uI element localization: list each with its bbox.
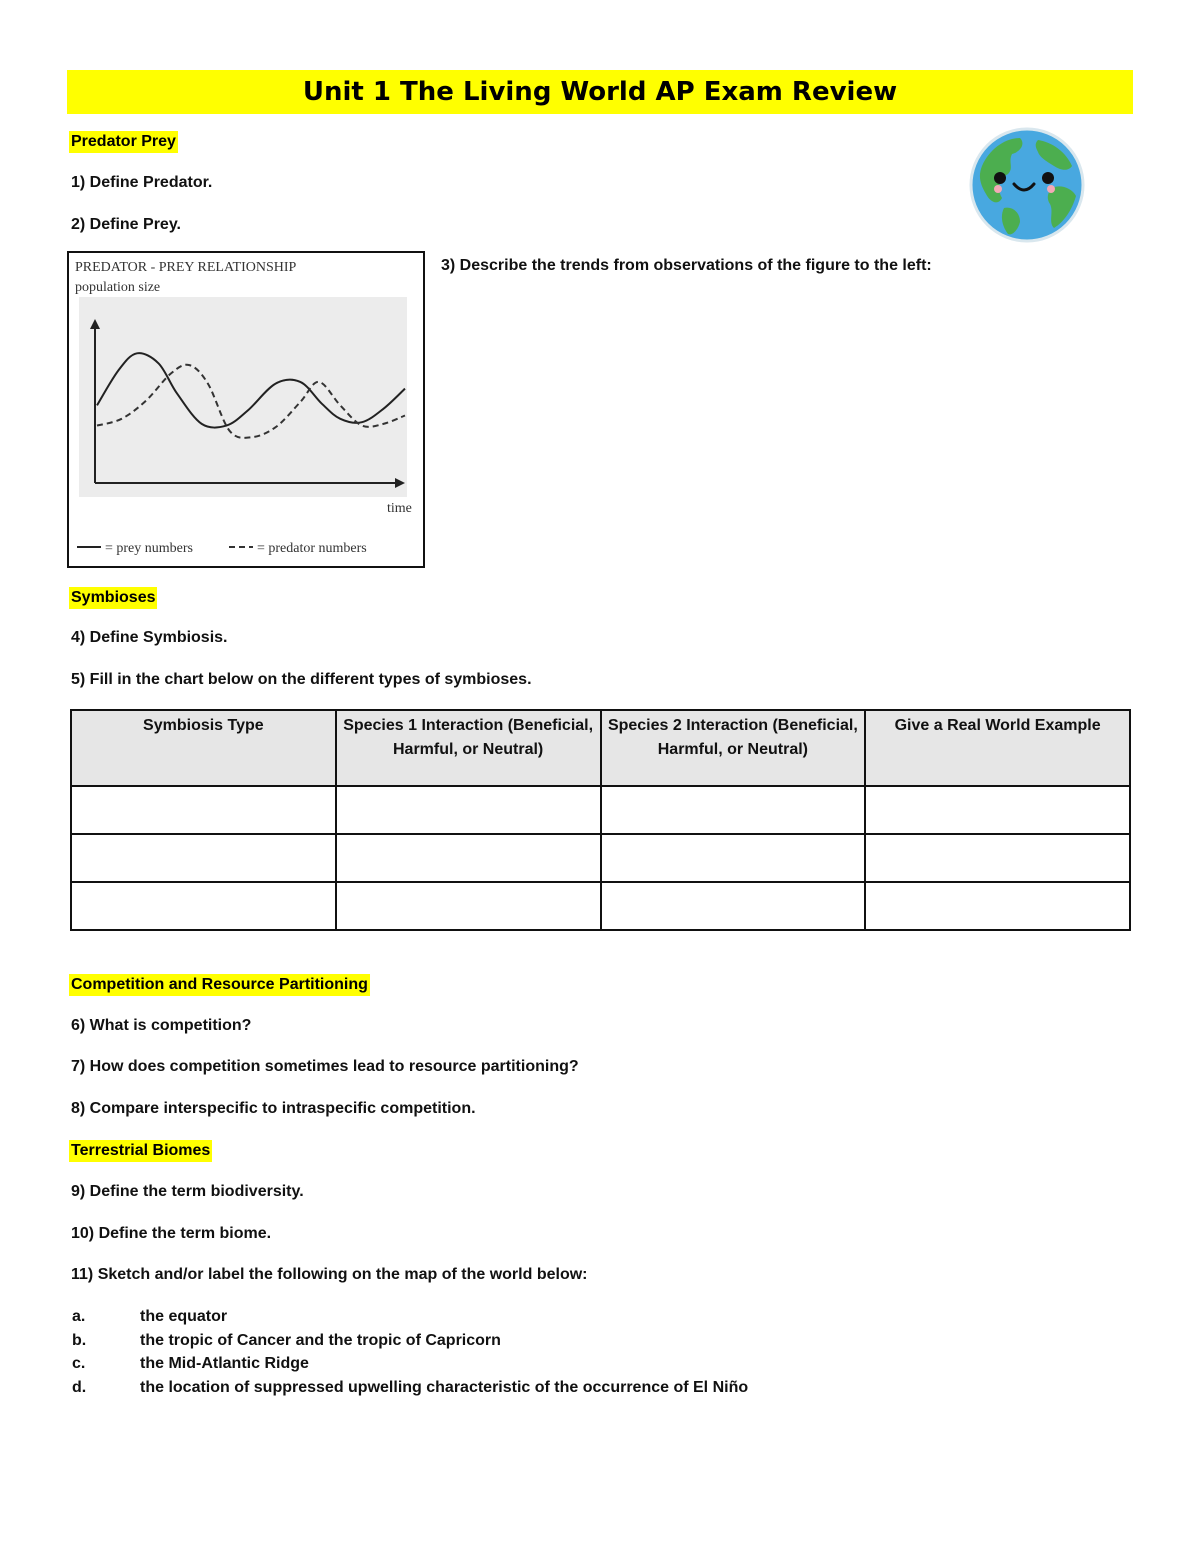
- symbiosis-table: [70, 709, 1131, 931]
- table-cell[interactable]: [601, 786, 866, 834]
- table-cell[interactable]: [71, 786, 336, 834]
- table-cell[interactable]: [336, 834, 601, 882]
- list-item-text: the equator: [140, 1308, 228, 1325]
- heading-symbioses: Symbioses: [69, 587, 157, 609]
- chart-title: PREDATOR - PREY RELATIONSHIP: [75, 260, 297, 275]
- list-item: [72, 1378, 748, 1402]
- table-cell[interactable]: [336, 882, 601, 930]
- question-2: 2) Define Prey.: [71, 216, 181, 233]
- smiling-earth-icon: [968, 126, 1086, 244]
- table-header-species-1: Species 1 Interaction (Beneficial, Harmful, or Neutral): [336, 710, 601, 786]
- chart-x-label: time: [387, 501, 412, 516]
- table-cell[interactable]: [601, 882, 866, 930]
- list-item-letter: d.: [72, 1378, 87, 1396]
- table-header-species-2: Species 2 Interaction (Beneficial, Harmful, or Neutral): [601, 710, 866, 786]
- table-cell[interactable]: [865, 834, 1130, 882]
- list-item-text: the location of suppressed upwelling characteristic of the occurrence of El Niño: [140, 1378, 749, 1396]
- table-cell[interactable]: [336, 786, 601, 834]
- question-9: 9) Define the term biodiversity.: [71, 1183, 304, 1200]
- legend-predator-label: = predator numbers: [257, 541, 367, 556]
- table-row: [71, 882, 1130, 930]
- predator-prey-figure: [67, 251, 425, 568]
- question-4: 4) Define Symbiosis.: [71, 629, 228, 646]
- question-7: 7) How does competition sometimes lead to resource partitioning?: [71, 1058, 579, 1075]
- legend-prey-label: = prey numbers: [105, 541, 193, 556]
- list-item-text: the Mid-Atlantic Ridge: [140, 1355, 309, 1372]
- list-item-letter: c.: [72, 1355, 86, 1372]
- list-item-letter: a.: [72, 1308, 86, 1325]
- list-item-text: the tropic of Cancer and the tropic of Capricorn: [140, 1331, 501, 1349]
- question-5: 5) Fill in the chart below on the different types of symbioses.: [71, 671, 532, 688]
- question-3: 3) Describe the trends from observations of the figure to the left:: [441, 257, 932, 274]
- question-6: 6) What is competition?: [71, 1017, 252, 1034]
- table-header-example: Give a Real World Example: [865, 710, 1130, 786]
- list-item: [72, 1331, 748, 1355]
- table-cell[interactable]: [71, 834, 336, 882]
- list-item: [72, 1307, 748, 1331]
- chart-plot-background: [79, 297, 407, 497]
- heading-competition: Competition and Resource Partitioning: [69, 974, 370, 996]
- table-cell[interactable]: [865, 786, 1130, 834]
- list-item-letter: b.: [72, 1331, 87, 1349]
- table-cell[interactable]: [601, 834, 866, 882]
- question-10: 10) Define the term biome.: [71, 1225, 272, 1242]
- heading-terrestrial-biomes: Terrestrial Biomes: [69, 1140, 212, 1162]
- title-bar: [67, 70, 1133, 114]
- question-11: 11) Sketch and/or label the following on the map of the world below:: [71, 1266, 588, 1283]
- page-title: Unit 1 The Living World AP Exam Review: [302, 77, 898, 107]
- question-1: 1) Define Predator.: [71, 174, 213, 191]
- table-header-symbiosis-type: Symbiosis Type: [71, 710, 336, 786]
- chart-y-label: population size: [75, 280, 161, 295]
- table-cell[interactable]: [865, 882, 1130, 930]
- table-row: [71, 834, 1130, 882]
- heading-predator-prey: Predator Prey: [69, 131, 178, 153]
- table-cell[interactable]: [71, 882, 336, 930]
- list-item: [72, 1354, 748, 1378]
- map-tasks-list: [72, 1307, 748, 1401]
- predator-prey-chart: [69, 253, 423, 566]
- question-8: 8) Compare interspecific to intraspecific competition.: [71, 1100, 476, 1117]
- table-row: [71, 786, 1130, 834]
